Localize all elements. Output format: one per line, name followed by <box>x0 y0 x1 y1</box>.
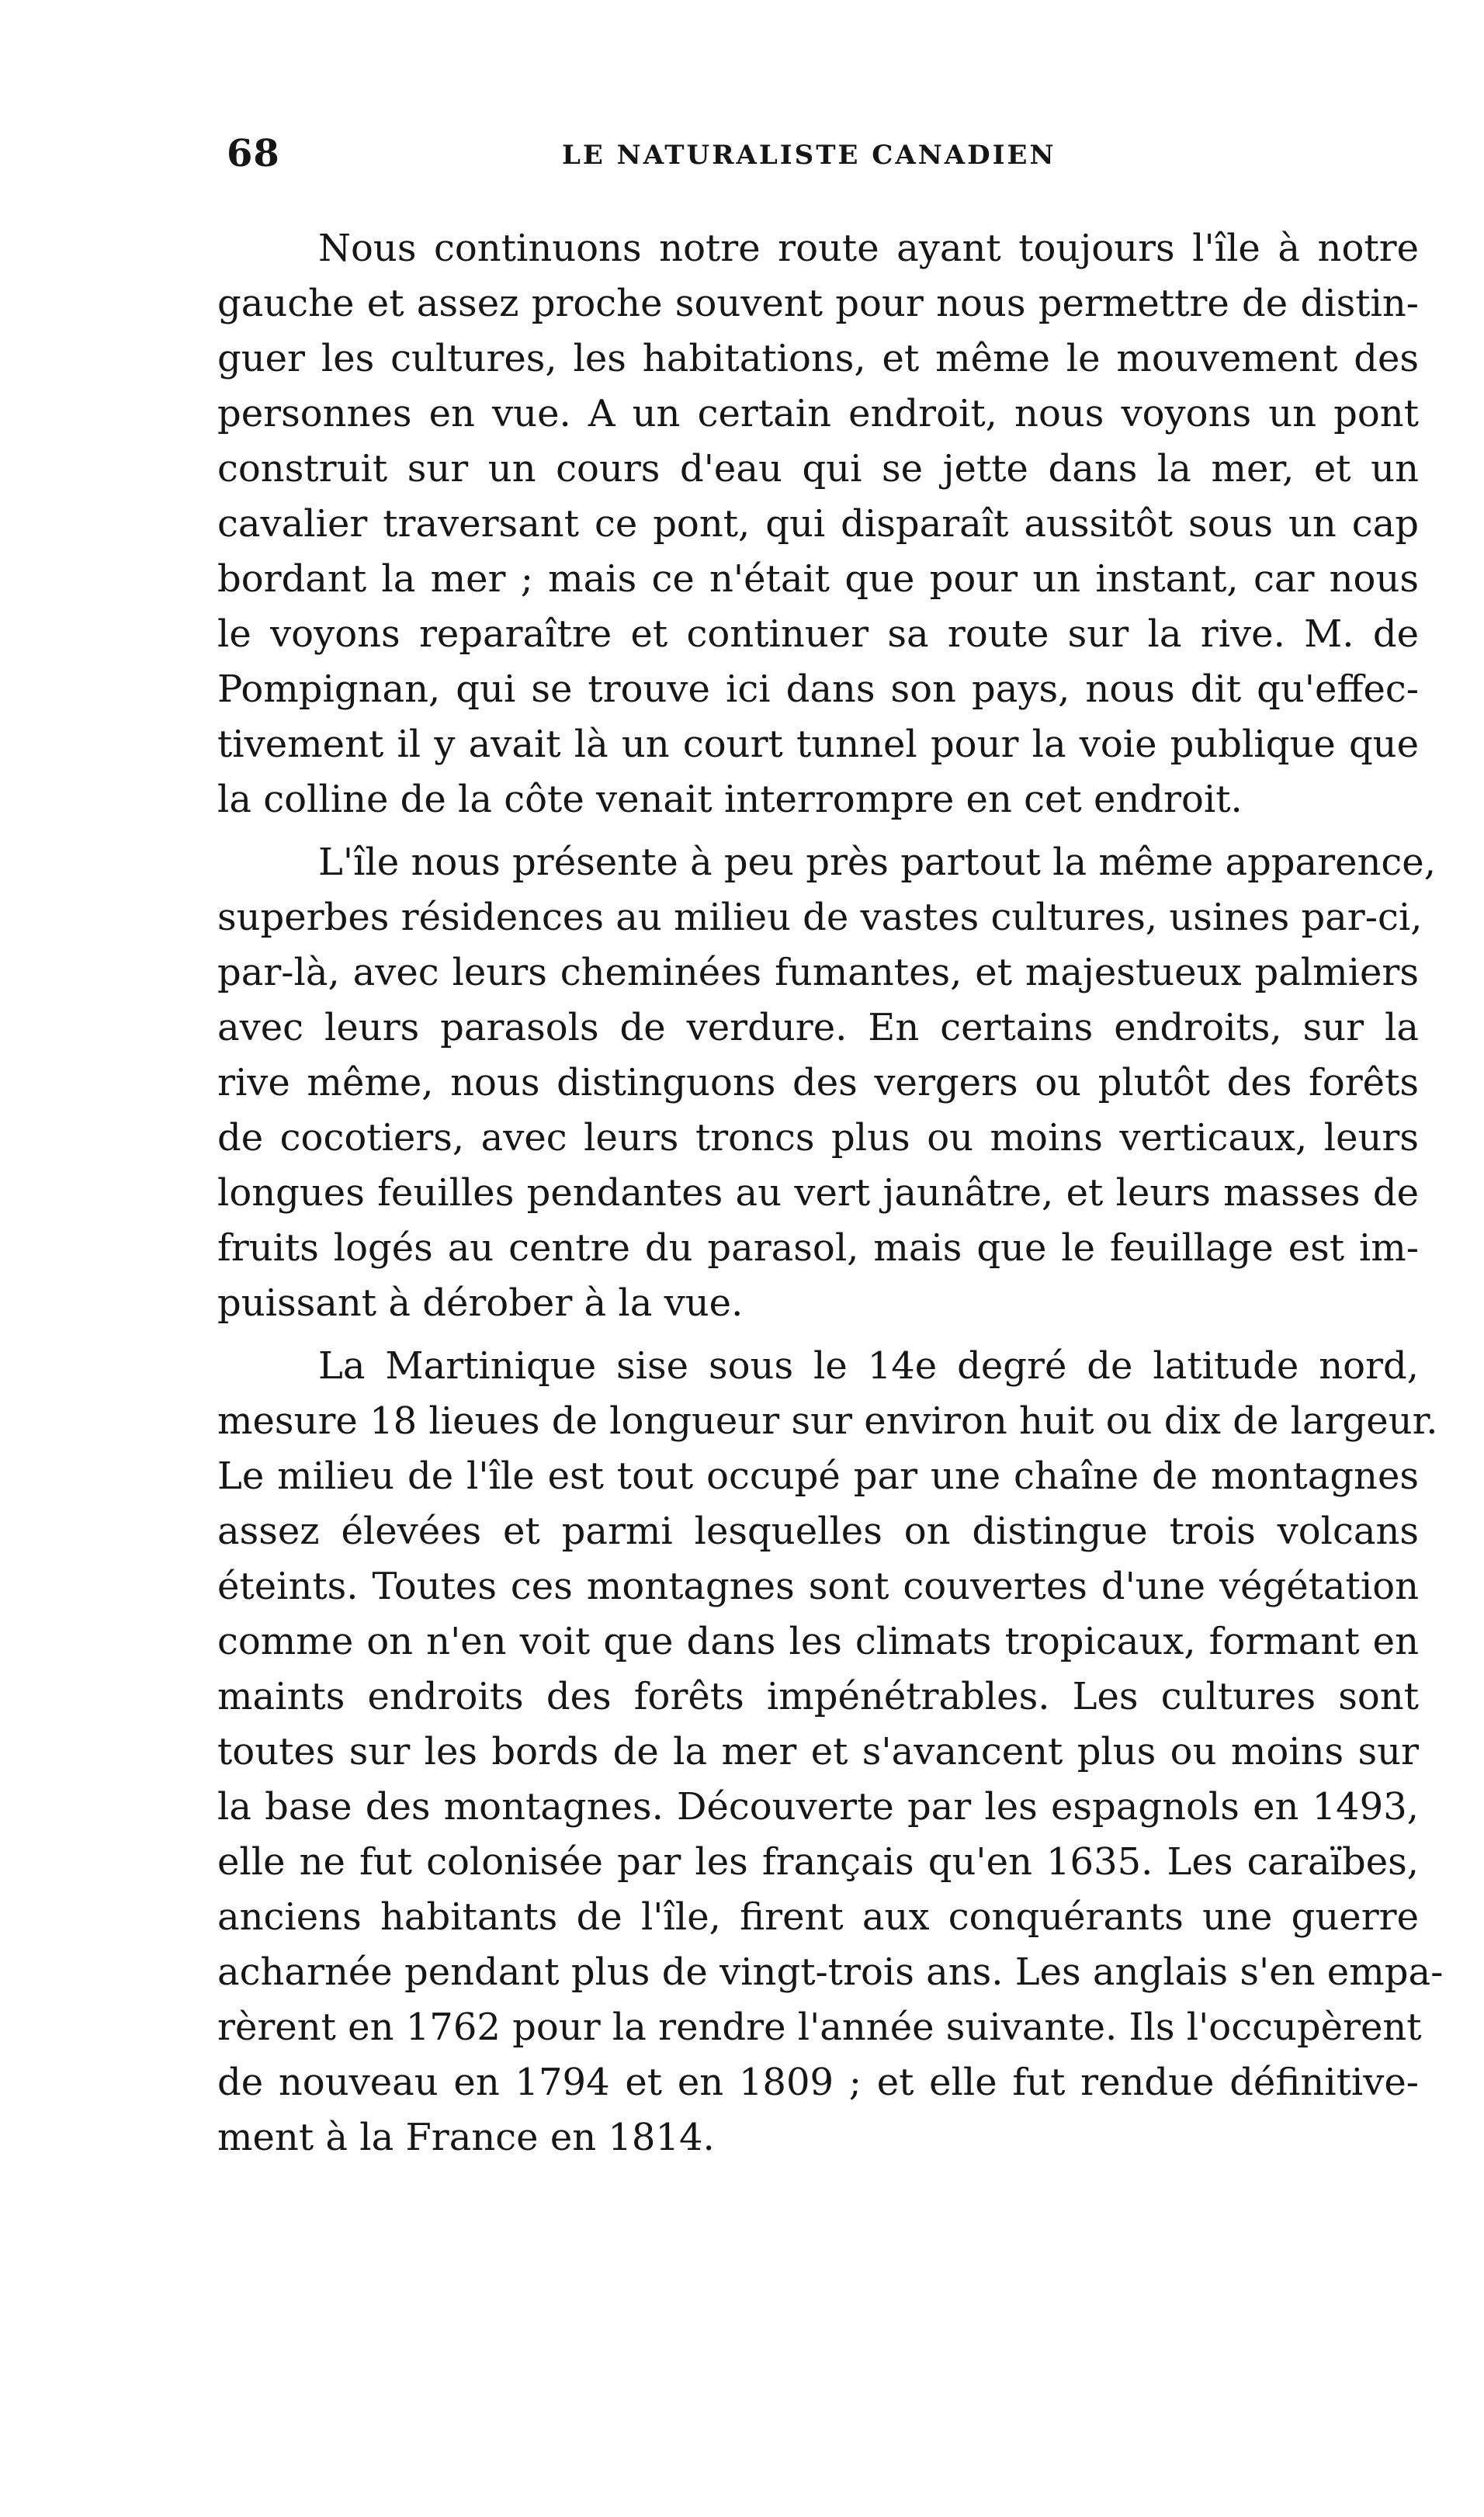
text-line: elle ne fut colonisée par les français qu'en 1635. Les caraïbes, <box>217 1840 1419 1884</box>
text-line: le voyons reparaître et continuer sa route sur la rive. M. de <box>217 612 1419 656</box>
text-line: superbes résidences au milieu de vastes cultures, usines par-ci, <box>217 896 1423 939</box>
text-line: tivement il y avait là un court tunnel pour la voie publique que <box>217 723 1419 766</box>
text-line: de nouveau en 1794 et en 1809 ; et elle fut rendue définitive- <box>217 2061 1419 2104</box>
text-line: L'île nous présente à peu près partout la même apparence, <box>318 841 1436 884</box>
text-line: toutes sur les bords de la mer et s'avancent plus ou moins sur <box>217 1730 1419 1773</box>
text-line: mesure 18 lieues de longueur sur environ huit ou dix de largeur. <box>217 1399 1438 1443</box>
text-line: par-là, avec leurs cheminées fumantes, et majestueux palmiers <box>217 951 1419 994</box>
text-line: maints endroits des forêts impénétrables. Les cultures sont <box>217 1675 1419 1718</box>
paragraph-1 <box>217 221 1419 827</box>
text-line: comme on n'en voit que dans les climats tropicaux, formant en <box>217 1620 1419 1663</box>
text-line: la colline de la côte venait interrompre en cet endroit. <box>217 778 1243 821</box>
journal-title: LE NATURALISTE CANADIEN <box>562 140 1056 171</box>
text-line: Pompignan, qui se trouve ici dans son pays, nous dit qu'effec- <box>217 667 1419 711</box>
text-line: rive même, nous distinguons des vergers ou plutôt des forêts <box>217 1061 1419 1104</box>
text-line: construit sur un cours d'eau qui se jette dans la mer, et un <box>217 447 1419 491</box>
text-line: ment à la France en 1814. <box>217 2116 715 2159</box>
running-head <box>220 132 1416 186</box>
text-line: avec leurs parasols de verdure. En certains endroits, sur la <box>217 1006 1419 1049</box>
text-line: fruits logés au centre du parasol, mais que le feuillage est im- <box>217 1226 1419 1270</box>
text-line: éteints. Toutes ces montagnes sont couvertes d'une végétation <box>217 1565 1419 1608</box>
paragraph-2 <box>217 835 1436 1331</box>
page-number: 68 <box>227 132 280 175</box>
text-line: gauche et assez proche souvent pour nous permettre de distin- <box>217 282 1419 325</box>
paragraph-3 <box>217 1339 1444 2165</box>
text-line: la base des montagnes. Découverte par les espagnols en 1493, <box>217 1785 1419 1829</box>
text-line: La Martinique sise sous le 14e degré de latitude nord, <box>318 1344 1419 1388</box>
body-text <box>217 221 1444 2173</box>
text-line: de cocotiers, avec leurs troncs plus ou moins verticaux, leurs <box>217 1116 1419 1160</box>
text-line: personnes en vue. A un certain endroit, nous voyons un pont <box>217 392 1419 435</box>
text-line: puissant à dérober à la vue. <box>217 1281 744 1325</box>
text-line: assez élevées et parmi lesquelles on distingue trois volcans <box>217 1510 1419 1553</box>
text-line: Nous continuons notre route ayant toujours l'île à notre <box>318 227 1419 270</box>
text-line: bordant la mer ; mais ce n'était que pour un instant, car nous <box>217 557 1419 601</box>
text-line: anciens habitants de l'île, firent aux conquérants une guerre <box>217 1895 1419 1939</box>
text-line: Le milieu de l'île est tout occupé par une chaîne de montagnes <box>217 1454 1419 1498</box>
text-line: cavalier traversant ce pont, qui disparaît aussitôt sous un cap <box>217 502 1419 546</box>
text-line: acharnée pendant plus de vingt-trois ans. Les anglais s'en empa- <box>217 1950 1444 1994</box>
text-line: guer les cultures, les habitations, et même le mouvement des <box>217 337 1419 380</box>
text-line: longues feuilles pendantes au vert jaunâtre, et leurs masses de <box>217 1171 1419 1215</box>
text-line: rèrent en 1762 pour la rendre l'année suivante. Ils l'occupèrent <box>217 2006 1422 2049</box>
